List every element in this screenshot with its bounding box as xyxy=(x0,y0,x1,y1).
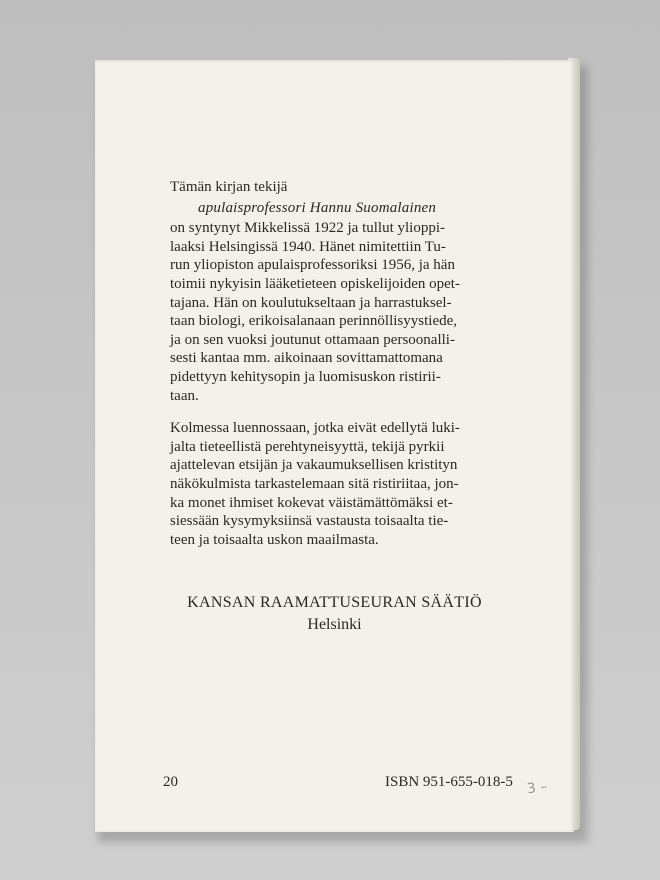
text-line: Kolmessa luennossaan, jotka eivät edellytä luki- xyxy=(170,420,460,437)
publisher-name: KANSAN RAAMATTUSEURAN SÄÄTIÖ xyxy=(187,594,482,611)
text-line: on syntynyt Mikkelissä 1922 ja tullut ylioppi- xyxy=(170,220,445,237)
text-line: ka monet ihmiset kokevat väistämättömäksi et- xyxy=(170,494,453,511)
text-line: taan biologi, erikoisalanaan perinnöllisyystiede, xyxy=(170,313,458,330)
intro-line: Tämän kirjan tekijä xyxy=(170,179,288,195)
pencil-mark: 3 – xyxy=(525,778,549,798)
text-line: näkökulmista tarkastelemaan sitä ristiriitaa, jon- xyxy=(170,475,459,492)
text-line: pidettyyn kehitysopin ja luomisuskon ristirii- xyxy=(170,368,441,385)
description-paragraph xyxy=(170,419,503,549)
text-line: laaksi Helsingissä 1940. Hänet nimitettiin Tu- xyxy=(170,238,446,255)
publisher-block xyxy=(95,592,574,636)
page-number: 20 xyxy=(163,774,178,790)
text-line: jalta tieteellistä perehtyneisyyttä, tekijä pyrkii xyxy=(170,438,445,455)
text-line: taan. xyxy=(170,387,199,404)
text-line: tajana. Hän on koulutukseltaan ja harrastuksel- xyxy=(170,294,452,311)
author-name: apulaisprofessori Hannu Suomalainen xyxy=(198,199,437,216)
text-line: run yliopiston apulaisprofessoriksi 1956, ja hän xyxy=(170,257,455,274)
blurb xyxy=(170,178,503,549)
book-back-cover xyxy=(95,60,574,832)
text-line: teen ja toisaalta uskon maailmasta. xyxy=(170,531,379,548)
text-line: ajattelevan etsijän ja vakaumuksellisen kristityn xyxy=(170,457,458,474)
publisher-city: Helsinki xyxy=(307,616,362,633)
text-line: siessään kysymyksiinsä vastausta toisaalta tie- xyxy=(170,513,449,530)
text-line: ja on sen vuoksi joutunut ottamaan persoonalli- xyxy=(170,331,455,348)
text-line: toimii nykyisin lääketieteen opiskelijoiden opet- xyxy=(170,275,460,292)
biography-paragraph xyxy=(170,219,503,405)
text-line: sesti kantaa mm. aikoinaan sovittamattomana xyxy=(170,350,443,367)
isbn-number: ISBN 951-655-018-5 xyxy=(385,774,513,790)
